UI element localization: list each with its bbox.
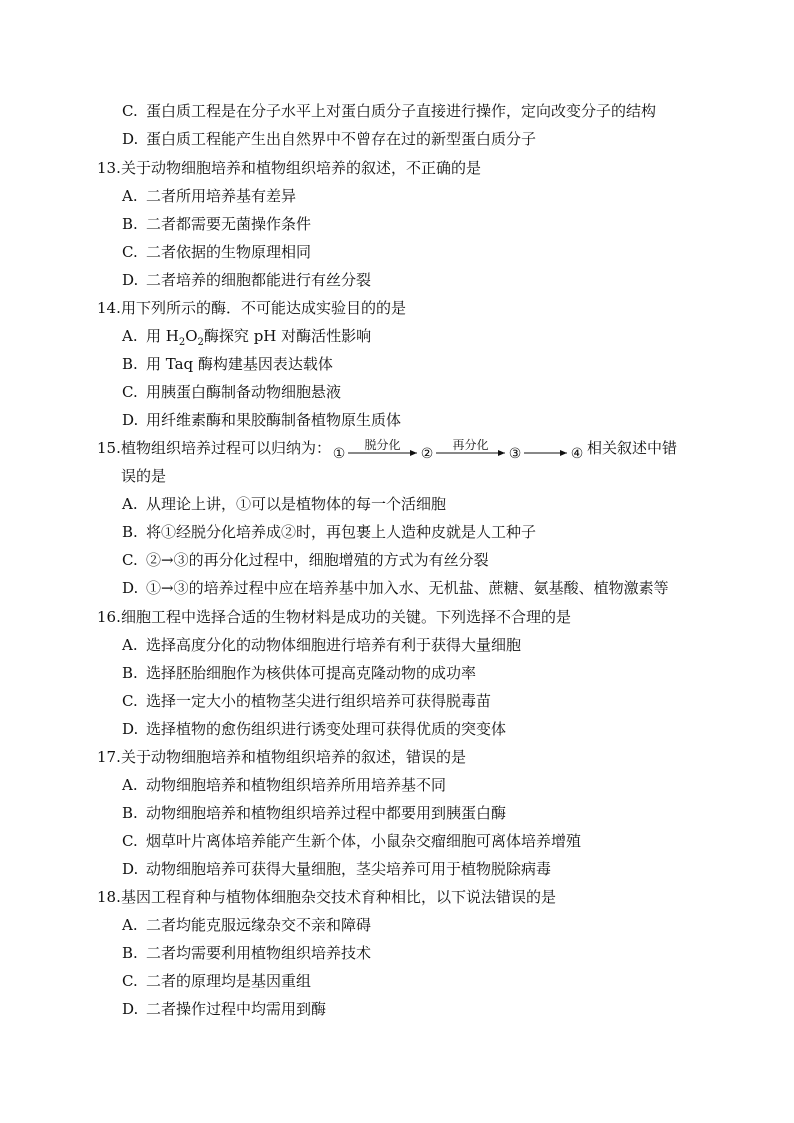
question-number: 17.	[97, 748, 121, 766]
option-letter: B.	[122, 355, 138, 373]
question-line	[97, 887, 556, 907]
option-text: ②→③的再分化过程中，细胞增殖的方式为有丝分裂	[146, 551, 489, 569]
option-letter: C.	[122, 243, 138, 261]
option-line	[122, 186, 296, 206]
option-line	[122, 691, 491, 711]
option-letter: A.	[122, 776, 138, 794]
option-line	[122, 775, 446, 795]
question-line	[97, 747, 466, 767]
option-letter: A.	[122, 327, 138, 345]
option-line	[122, 326, 371, 353]
option-line	[122, 943, 371, 963]
question-text: 用下列所示的酶．不可能达成实验目的的是	[121, 299, 407, 317]
option-line	[122, 663, 476, 683]
option-letter: D.	[122, 860, 139, 878]
question-line	[97, 437, 677, 461]
option-letter: D.	[122, 579, 139, 597]
question-line	[97, 158, 481, 178]
option-text: 动物细胞培养可获得大量细胞，茎尖培养可用于植物脱除病毒	[146, 860, 552, 878]
option-letter: B.	[122, 944, 138, 962]
option-letter: D.	[122, 720, 139, 738]
question-number: 16.	[97, 608, 121, 626]
option-line	[122, 129, 536, 149]
subscript: 2	[197, 337, 204, 348]
option-text: 二者都需要无菌操作条件	[146, 215, 312, 233]
option-text: 用纤维素酶和果胶酶制备植物原生质体	[146, 411, 402, 429]
option-letter: C.	[122, 102, 138, 120]
option-letter: D.	[122, 271, 139, 289]
option-text: 选择植物的愈伤组织进行诱变处理可获得优质的突变体	[146, 720, 507, 738]
option-letter: A.	[122, 916, 138, 934]
option-letter: A.	[122, 495, 138, 513]
tissue-culture-flow-diagram	[333, 437, 585, 461]
option-letter: C.	[122, 383, 138, 401]
flow-node-2: ②	[420, 446, 434, 461]
option-text: ①→③的培养过程中应在培养基中加入水、无机盐、蔗糖、氨基酸、植物激素等	[146, 579, 669, 597]
flow-node-1: ①	[333, 446, 346, 461]
option-letter: C.	[122, 972, 138, 990]
option-text: 二者的原理均是基因重组	[146, 972, 312, 990]
option-text: 动物细胞培养和植物组织培养过程中都要用到胰蛋白酶	[146, 804, 507, 822]
option-text: 二者操作过程中均需用到酶	[146, 1000, 327, 1018]
flow-node-4: ④	[570, 446, 584, 461]
option-letter: D.	[122, 411, 139, 429]
option-text: 蛋白质工程能产生出自然界中不曾存在过的新型蛋白质分子	[146, 130, 537, 148]
option-text: 选择高度分化的动物体细胞进行培养有利于获得大量细胞	[146, 636, 522, 654]
flow-arrow-label-1: 脱分化	[364, 438, 401, 452]
text-part: 用 H	[146, 327, 179, 345]
option-text: 用胰蛋白酶制备动物细胞悬液	[146, 383, 342, 401]
question-line	[97, 298, 406, 318]
subscript: 2	[178, 337, 186, 348]
question-text: 植物组织培养过程可以归纳为：	[121, 439, 332, 457]
option-text: 从理论上讲，①可以是植物体的每一个活细胞	[146, 495, 447, 513]
option-text: 二者均需要利用植物组织培养技术	[146, 944, 372, 962]
flow-node-3: ③	[508, 446, 522, 461]
question-text-tail: 相关叙述中错	[587, 439, 678, 457]
option-text: 二者依据的生物原理相同	[146, 243, 312, 261]
option-line	[122, 270, 371, 290]
option-text: 动物细胞培养和植物组织培养所用培养基不同	[146, 776, 447, 794]
option-line	[122, 803, 506, 823]
flow-arrow-label-2: 再分化	[452, 438, 489, 452]
option-text: 选择一定大小的植物茎尖进行组织培养可获得脱毒苗	[146, 692, 492, 710]
option-letter: A.	[122, 636, 138, 654]
option-line	[122, 999, 326, 1019]
option-text	[146, 327, 372, 348]
option-line	[122, 214, 311, 234]
option-text: 将①经脱分化培养成②时，再包裹上人造种皮就是人工种子	[146, 523, 537, 541]
option-text: 二者均能克服远缘杂交不亲和障碍	[146, 916, 372, 934]
option-line	[122, 859, 551, 879]
question-number: 14.	[97, 299, 121, 317]
option-text: 蛋白质工程是在分子水平上对蛋白质分子直接进行操作，定向改变分子的结构	[146, 102, 657, 120]
question-number: 13.	[97, 159, 121, 177]
option-letter: D.	[122, 1000, 139, 1018]
question-text: 细胞工程中选择合适的生物材料是成功的关键。下列选择不合理的是	[121, 608, 572, 626]
question-text: 基因工程育种与植物体细胞杂交技术育种相比，以下说法错误的是	[121, 888, 557, 906]
text-part: 酶探究 pH 对酶活性影响	[203, 327, 372, 345]
option-line	[122, 719, 506, 739]
question-text: 关于动物细胞培养和植物组织培养的叙述，不正确的是	[121, 159, 482, 177]
option-letter: B.	[122, 804, 138, 822]
option-line	[122, 410, 401, 430]
question-number: 18.	[97, 888, 121, 906]
option-line	[122, 915, 371, 935]
question-line	[97, 607, 571, 627]
option-line	[122, 578, 669, 598]
option-text: 二者培养的细胞都能进行有丝分裂	[146, 271, 372, 289]
option-letter: B.	[122, 523, 138, 541]
option-text: 烟草叶片离体培养能产生新个体，小鼠杂交瘤细胞可离体培养增殖	[146, 832, 582, 850]
option-letter: B.	[122, 664, 138, 682]
option-letter: C.	[122, 692, 138, 710]
question-continuation: 误的是	[121, 467, 167, 485]
option-line	[122, 382, 341, 402]
option-text: 用 Taq 酶构建基因表达载体	[146, 355, 333, 373]
option-line	[122, 494, 446, 514]
option-line	[122, 101, 656, 121]
option-text: 选择胚胎细胞作为核供体可提高克隆动物的成功率	[146, 664, 477, 682]
option-line	[122, 550, 489, 570]
option-line	[122, 354, 333, 374]
option-letter: B.	[122, 215, 138, 233]
option-line	[122, 242, 311, 262]
option-letter: D.	[122, 130, 139, 148]
option-letter: C.	[122, 832, 138, 850]
option-text: 二者所用培养基有差异	[146, 187, 297, 205]
text-part: O	[185, 327, 198, 345]
option-line	[122, 522, 536, 542]
question-number: 15.	[97, 439, 121, 457]
option-line	[122, 635, 521, 655]
option-letter: C.	[122, 551, 138, 569]
option-letter: A.	[122, 187, 138, 205]
option-line	[122, 831, 581, 851]
question-text: 关于动物细胞培养和植物组织培养的叙述，错误的是	[121, 748, 467, 766]
option-line	[122, 971, 311, 991]
